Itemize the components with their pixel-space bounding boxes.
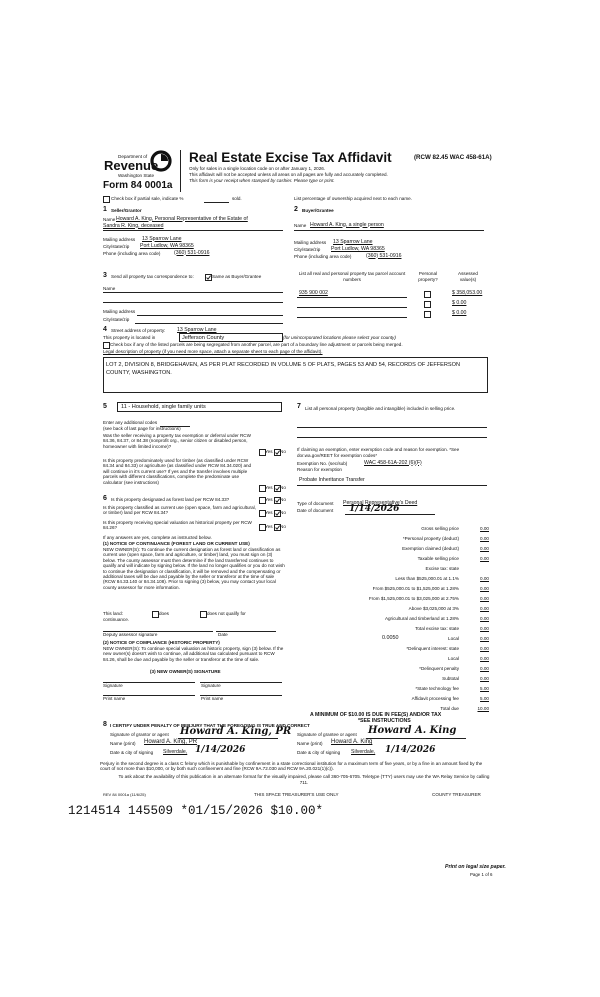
grantee-name-label: Name (print) (297, 741, 323, 746)
parcel-line-2[interactable] (297, 307, 407, 308)
header-note-1: Only for sales in a single location code on or after January 1, 2026. (189, 166, 326, 171)
treasurer-stamp: 1214514 145509 *01/15/2026 $10.00* (68, 804, 324, 818)
land-does-not-label: does not qualify for (207, 611, 246, 616)
seller-city-label: City/state/zip (103, 244, 130, 249)
correspondence-mailing-label: Mailing address (103, 309, 136, 314)
county-treasurer-label: COUNTY TREASURER (432, 792, 481, 797)
section-8-number: 8 (103, 721, 107, 728)
same-as-buyer-checkbox[interactable] (205, 274, 212, 281)
header-divider (180, 150, 181, 192)
calc-value-technology-fee[interactable]: 5.00 (480, 686, 489, 691)
document-type-label: Type of document (297, 501, 334, 506)
calc-value-agricultural[interactable]: 0.00 (480, 616, 489, 621)
logo-wordmark: Revenue (104, 158, 159, 173)
q6a-no-label: No (280, 497, 286, 502)
this-land-label: This land: (103, 611, 123, 616)
document-type[interactable]: Personal Representative's Deed (343, 499, 418, 506)
buyer-phone[interactable]: (360) 531-0916 (366, 252, 402, 259)
q6a-yes-label: Yes (265, 497, 273, 502)
timber-question: Is this property predominately used for timber (as classified under RCW 84.34 and 84.33) or agriculture (as classified under RCW 84.34.020) and will continue in it's current use? If yes and the transfer involves multiple parcels with different classifications, complete the predominate use calculator (see instructions) (103, 458, 252, 485)
grantor-name[interactable]: Howard A. King, PR (144, 739, 198, 745)
calc-label-delinquent-interest-local: Local (448, 656, 459, 661)
calc-label-gross: Gross selling price (421, 526, 459, 531)
land-use-value: 11 - Household, single family units (121, 404, 206, 410)
personal-property-line-1[interactable] (297, 427, 487, 428)
calc-label-delinquent-interest-state: *Delinquent interest: state (406, 646, 459, 651)
q2-no-label: No (280, 485, 286, 490)
calc-value-delinquent-interest-local[interactable]: 0.00 (480, 656, 489, 661)
same-as-buyer-label: Same as Buyer/Grantee (212, 274, 262, 279)
minimum-due-note: A MINIMUM OF $10.00 IS DUE IN FEE(S) AND/OR TAX (310, 712, 442, 718)
calc-value-total-state[interactable]: 0.00 (480, 626, 489, 631)
seller-heading: Seller/Grantor (111, 208, 142, 213)
buyer-city-label: City/state/zip (294, 247, 321, 252)
treasurer-space-label: THIS SPACE TREASURER'S USE ONLY (254, 792, 339, 797)
new-owner-signature-label-1: Signature (103, 683, 123, 688)
grantee-signature-label: Signature of grantee or agent (297, 732, 357, 737)
certify-statement: I CERTIFY UNDER PENALTY OF PERJURY THAT THE FOREGOING IS TRUE AND CORRECT (110, 723, 310, 728)
calc-label-tier4: Above $3,025,000 at 3% (408, 606, 459, 611)
land-does-checkbox[interactable] (152, 611, 159, 618)
ownership-note: List percentage of ownership acquired next to each name. (294, 196, 412, 201)
deputy-date-label: Date (218, 632, 228, 637)
calc-value-taxable[interactable]: 0.00 (480, 556, 489, 561)
section-5-number: 5 (103, 403, 107, 410)
seller-name-underline (103, 230, 283, 231)
exemption-question: Was the seller receiving a property tax exemption or deferral under RCW 84.36, 84.37, or 84.38 (nonprofit org., senior citizen or disabled person, homeowner with limited income)? (103, 433, 251, 449)
calc-label-total-due: Total due (440, 706, 459, 711)
grantee-name[interactable]: Howard A. King (331, 739, 373, 745)
sold-label: sold. (232, 196, 242, 201)
see-back-note: (see back of last page for instructions) (103, 426, 181, 431)
calc-label-local: Local (448, 636, 459, 641)
section-2-number: 2 (294, 206, 298, 213)
dor-logo-icon (150, 150, 172, 172)
calc-value-subtotal[interactable]: 0.00 (480, 676, 489, 681)
calc-label-agricultural: Agricultural and timberland at 1.28% (384, 616, 459, 621)
header-note-2: This affidavit will not be accepted unless all areas on all pages are fully and accurately completed. (189, 172, 388, 177)
additional-codes-label: Enter any additional codes (103, 420, 158, 425)
land-does-label: does (159, 611, 169, 616)
current-use-question: Is this property classified as current use (open space, farm and agricultural, or timber) land per RCW 84.34? (103, 505, 256, 516)
grantee-date[interactable]: 1/14/2026 (385, 745, 436, 755)
notice-continuance-text: NEW OWNER(S): To continue the current designation as forest land or classification as current use (open space, farm and agriculture, or timber) land, you must sign on (3) below. The county assessor must then determine if the land transferred continues to qualify and will indicate by signing below. If the land no longer qualifies or you do not wish to continue the designation or classification, it will be removed and the compensating or additional taxes will be due and payable by the seller or transferor at the time of sale (RCW 84.33.140 or 84.34.108). Prior to signing (3) below, you may contact your local county assessor for more information. (103, 547, 285, 590)
calc-value-local[interactable]: 0.00 (480, 636, 489, 641)
form-title-ref: (RCW 82.45 WAC 458-61A) (414, 154, 492, 161)
partial-sale-percent-line[interactable] (204, 202, 229, 203)
correspondence-name-line[interactable] (103, 292, 283, 293)
calc-label-delinquent-penalty: *Delinquent penalty (419, 666, 459, 671)
calc-value-tier1[interactable]: 0.00 (480, 576, 489, 581)
answers-note: If any answers are yes, complete as instructed below. (103, 535, 212, 540)
form-title: Real Estate Excise Tax Affidavit (189, 150, 392, 165)
exemption-reason[interactable]: Probate Inheritance Transfer (299, 477, 365, 483)
grantee-signature-line (366, 738, 466, 739)
calc-value-processing-fee[interactable]: 5.00 (480, 696, 489, 701)
personal-property-checkbox-1[interactable] (424, 291, 431, 298)
assessed-value-3[interactable]: $ 0.00 (452, 310, 467, 316)
grantor-date-label: Date & city of signing (110, 750, 154, 755)
exemption-number[interactable]: WAC 458-61A-202 (6)(F) (364, 459, 422, 466)
street-address-label: Street address of property: (111, 328, 166, 333)
parcel-header: List all real and personal property tax parcel account numbers (298, 271, 406, 282)
calc-value-tier3[interactable]: 0.00 (480, 596, 489, 601)
header-note-3: This form is your receipt when stamped by cashier. Please type or print. (189, 178, 335, 183)
see-instructions-note: *SEE INSTRUCTIONS (358, 718, 411, 724)
section-3-number: 3 (103, 272, 107, 279)
exemption-reason-line (297, 485, 487, 486)
legal-description-label: Legal description of property (if you need more space, attach a separate sheet to each page of the affidavit). (103, 349, 323, 354)
segregated-checkbox[interactable] (103, 342, 110, 349)
legal-description-box[interactable] (103, 357, 488, 393)
grantee-signature[interactable]: Howard A. King (368, 725, 457, 736)
forest-land-question: Is this property designated as forest land per RCW 84.33? (111, 497, 230, 502)
buyer-name-underline (294, 230, 484, 231)
calc-value-tier4[interactable]: 0.00 (480, 606, 489, 611)
document-date-line (345, 514, 435, 515)
buyer-name-label: Name (294, 223, 307, 228)
exemption-reason-label: Reason for exemption (297, 467, 342, 472)
document-date[interactable]: 1/14/2026 (349, 504, 400, 514)
grantor-city[interactable]: Silverdale, (163, 748, 188, 755)
personal-property-checkbox-2[interactable] (424, 301, 431, 308)
calc-label-subtotal: Subtotal (442, 676, 459, 681)
exemption-intro: If claiming an exemption, enter exemption code and reason for exemption. *See dor.wa.gov/REET for exemption codes* (297, 447, 460, 458)
buyer-city[interactable]: Port Ludlow, WA 98365 (331, 245, 385, 252)
partial-sale-label: Check box if partial sale, indicate % (111, 196, 184, 201)
calc-label-technology-fee: *State technology fee (415, 686, 459, 691)
local-rate: 0.0050 (382, 635, 399, 641)
q1-no-label: No (280, 449, 286, 454)
seller-name-line2[interactable]: Sandra R. King, deceased (103, 222, 164, 229)
calc-label-tier1: Less than $525,000.01 at 1.1% (395, 576, 459, 581)
calc-value-personal[interactable]: 0.00 (480, 536, 489, 541)
dept-label: Department of (118, 154, 148, 159)
document-date-label: Date of document (297, 508, 334, 513)
exemption-number-label: Exemption No. (sec/sub) (297, 461, 348, 466)
seller-phone[interactable]: (360) 531-0916 (174, 249, 210, 256)
calc-label-tier2: From $525,000.01 to $1,525,000 at 1.28% (372, 586, 459, 591)
personal-property-checkbox-3[interactable] (424, 311, 431, 318)
grantee-city[interactable]: Silverdale, (351, 748, 376, 755)
buyer-mailing-label: Mailing address (294, 240, 327, 245)
checkmark-icon (206, 275, 211, 280)
personal-property-header: Personal property? (418, 271, 438, 282)
calc-label-personal: *Personal property (deduct) (402, 536, 459, 541)
deputy-signature-label: Deputy assessor signature (103, 632, 158, 637)
section-1-number: 1 (103, 206, 107, 213)
new-owner-print-label-2: Print name (201, 696, 224, 701)
seller-mailing-label: Mailing address (103, 237, 136, 242)
new-owner-signature-label-2: Signature (201, 683, 221, 688)
q2-yes-label: Yes (265, 485, 273, 490)
personal-property-label: List all personal property (tangible and intangible) included in selling price. (305, 406, 456, 411)
grantor-signature[interactable]: Howard A. King, PR (180, 726, 292, 737)
correspondence-mailing-line[interactable] (137, 315, 283, 316)
calc-value-total-due[interactable]: 10.00 (477, 706, 489, 711)
seller-name-label: Name (103, 217, 116, 222)
perjury-notice: Perjury in the second degree is a class C felony which is punishable by confinement in a state correctional institution for a maximum term of five years, or by a fine in an amount fixed by the court of not more than $10,000, or by both such confinement and fine (RCW 9A.72.030 and RCW 9A.20.021(1)(c)). (100, 761, 483, 772)
calc-label-total-state: Total excise tax: state (415, 626, 459, 631)
q6c-yes-label: Yes (265, 524, 273, 529)
grantor-signature-label: Signature of grantor or agent (110, 732, 169, 737)
section-4-number: 4 (103, 326, 107, 333)
calc-value-gross[interactable]: 0.00 (480, 526, 489, 531)
grantee-date-label: Date & city of signing (297, 750, 341, 755)
continuance-label: continuance. (103, 617, 130, 622)
buyer-heading: Buyer/Grantee (302, 208, 334, 213)
personal-property-line-2[interactable] (297, 437, 487, 438)
legal-paper-note: Print on legal size paper. (445, 864, 506, 870)
correspondence-name-label: Name (103, 286, 116, 291)
buyer-name[interactable]: Howard A. King, a single person (310, 221, 384, 228)
parcel-line-3[interactable] (297, 317, 407, 318)
parcel-line-1 (297, 297, 407, 298)
correspondence-blank-line (103, 302, 283, 303)
assessed-value-1[interactable]: $ 358,053.00 (452, 290, 483, 296)
legal-description: LOT 2, DIVISION 8, BRIDGEHAVEN, AS PER PLAT RECORDED IN VOLUME 5 OF PLATS, PAGES 53 AND 54, RECORDS OF JEFFERSON COUNTY, WASHINGTON. (106, 362, 461, 376)
land-does-not-checkbox[interactable] (200, 611, 207, 618)
county-value: Jefferson County (182, 334, 225, 341)
form-number: Form 84 0001a (103, 180, 173, 191)
calc-label-processing-fee: Affidavit processing fee (411, 696, 459, 701)
grantor-name-label: Name (print) (110, 741, 136, 746)
county-select[interactable] (179, 333, 283, 342)
parcel-number-1[interactable]: 935 900 002 (299, 290, 328, 296)
q6c-no-label: No (280, 524, 286, 529)
located-label: This property is located in (103, 335, 156, 340)
calc-value-exemption[interactable]: 0.00 (480, 546, 489, 551)
new-owner-print-label-1: Print name (103, 696, 126, 701)
dept-state: Washington State (118, 173, 155, 178)
partial-sale-checkbox[interactable] (103, 196, 110, 203)
seller-city[interactable]: Port Ludlow, WA 98365 (140, 242, 194, 249)
correspondence-city-line[interactable] (135, 323, 283, 324)
buyer-mailing[interactable]: 13 Sparrow Lane (333, 238, 373, 245)
calc-label-exemption: Exemption claimed (deduct) (402, 546, 459, 551)
correspondence-label: Send all property tax correspondence to: (111, 274, 194, 279)
land-use-select[interactable] (117, 402, 282, 412)
q6b-no-label: No (280, 510, 286, 515)
notice-compliance-text: NEW OWNER(S): To continue special valuation as historic property, sign (3) below. If the new owner(s) doesn't wish to continue, all additional tax calculated pursuant to RCW 84.26, shall be due and payable by the seller or transferor at the time of sale. (103, 646, 284, 662)
correspondence-city-label: City/state/zip (103, 317, 130, 322)
calc-value-delinquent-interest-state[interactable]: 0.00 (480, 646, 489, 651)
calc-value-tier2[interactable]: 0.00 (480, 586, 489, 591)
page-number: Page 1 of 6 (470, 872, 493, 877)
calc-label-tier3: From $1,525,000.01 to $3,025,000 at 2.75% (368, 596, 459, 601)
section-6-number: 6 (103, 495, 107, 502)
notice-continuance-title: (1) NOTICE OF CONTINUANCE (FOREST LAND OR CURRENT USE) (103, 541, 250, 546)
q1-yes-label: Yes (265, 449, 273, 454)
calc-value-delinquent-penalty[interactable]: 0.00 (480, 666, 489, 671)
seller-name-line1[interactable]: Howard A. King, Personal Representative of the Estate of (116, 215, 248, 222)
unincorporated-note: (for unincorporated locations please select your county) (283, 335, 396, 340)
assessed-value-header: Assessed value(s) (458, 271, 478, 282)
segregated-label: Check box if any of the listed parcels are being segregated from another parcel, are part of a boundary line adjustment or parcels being merged. (110, 342, 403, 347)
q6b-yes-label: Yes (265, 510, 273, 515)
street-address[interactable]: 13 Sparrow Lane (177, 326, 217, 333)
notice-compliance-title: (2) NOTICE OF COMPLIANCE (HISTORIC PROPERTY) (103, 640, 220, 645)
calc-label-taxable: Taxable selling price (417, 556, 459, 561)
availability-notice: To ask about the availability of this publication in an alternate format for the visually impaired, please call 360-705-6705. Teletype (TTY) users may use the WA Relay Service by calling 711. (118, 774, 490, 785)
grantor-date[interactable]: 1/14/2026 (195, 745, 246, 755)
seller-phone-label: Phone (including area code) (103, 251, 161, 256)
calc-label-excise-state: Excise tax: state (425, 566, 459, 571)
historic-question: Is this property receiving special valuation as historical property per RCW 84.26? (103, 520, 252, 531)
buyer-phone-label: Phone (including area code) (294, 254, 352, 259)
section-7-number: 7 (297, 403, 301, 410)
new-owner-signature-heading: (3) NEW OWNER(S) SIGNATURE (150, 669, 221, 674)
revision-number: REV 84 0001a (11/6/25) (103, 792, 146, 797)
assessed-value-2[interactable]: $ 0.00 (452, 300, 467, 306)
seller-mailing[interactable]: 13 Sparrow Lane (142, 235, 182, 242)
